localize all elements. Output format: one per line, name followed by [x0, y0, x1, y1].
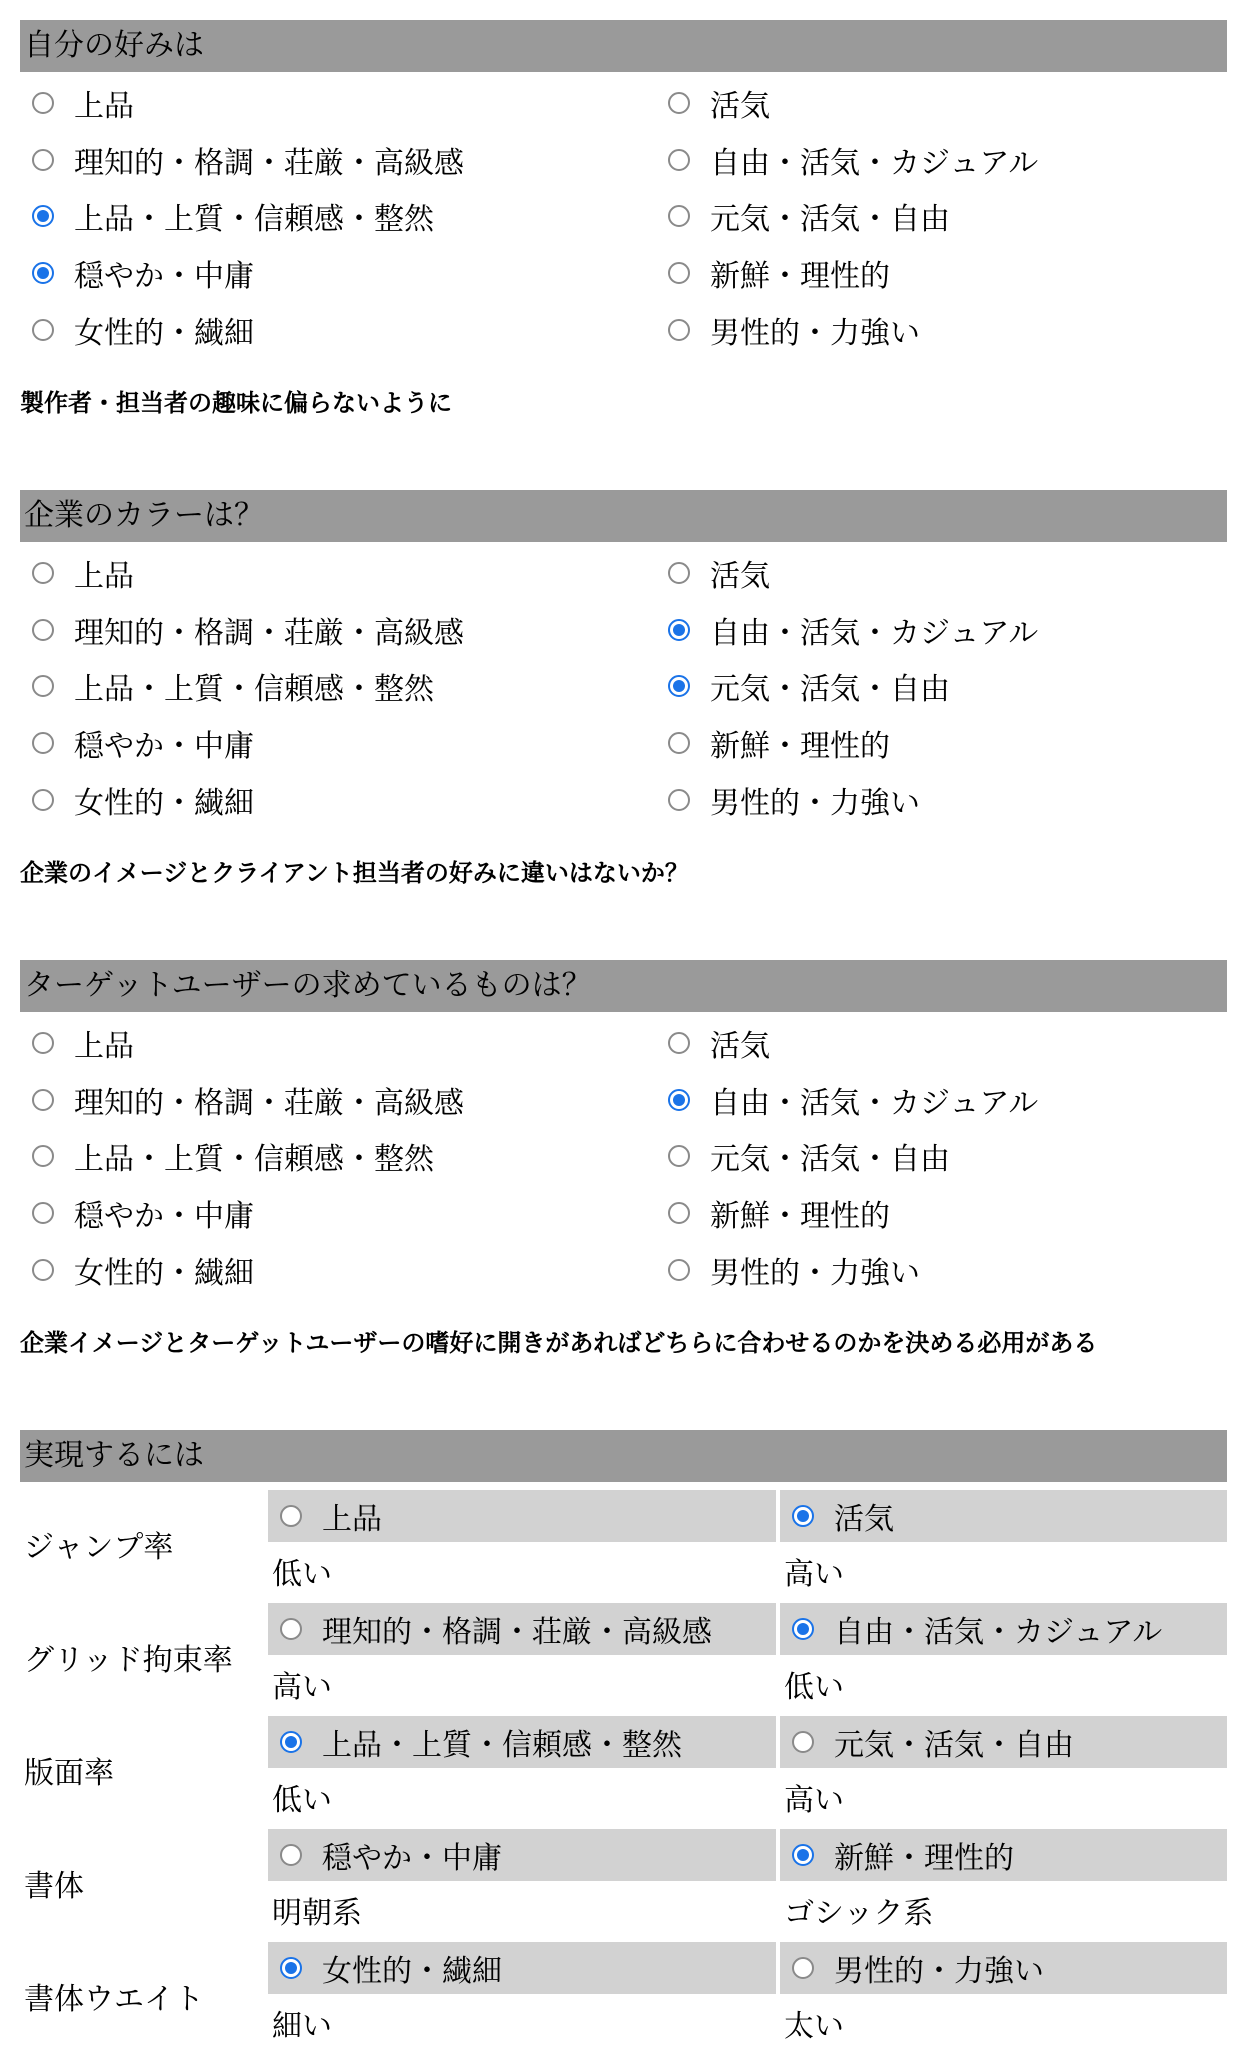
option[interactable]	[20, 715, 668, 772]
option-label: 女性的・繊細	[74, 785, 254, 821]
section-note: 企業イメージとターゲットユーザーの嗜好に開きがあればどちらに合わせるのかを決める必用がある	[20, 1328, 1098, 1357]
option[interactable]	[20, 188, 668, 245]
radio-button[interactable]	[32, 562, 54, 584]
radio-button[interactable]	[280, 1618, 302, 1640]
option-label: 男性的・力強い	[710, 1255, 920, 1291]
option[interactable]	[20, 1128, 668, 1185]
impl-sub-right: ゴシック系	[784, 1895, 934, 1931]
radio-button[interactable]	[668, 92, 690, 114]
radio-button[interactable]	[32, 1202, 54, 1224]
option[interactable]	[20, 245, 668, 302]
option[interactable]	[668, 658, 1227, 715]
option-label: 新鮮・理性的	[710, 729, 890, 765]
impl-sub-left: 明朝系	[272, 1895, 362, 1931]
section-title: 実現するには	[20, 1430, 1227, 1482]
radio-button[interactable]	[32, 262, 54, 284]
radio-button[interactable]	[32, 1259, 54, 1281]
radio-button[interactable]	[32, 149, 54, 171]
impl-option-left[interactable]	[268, 1716, 780, 1768]
radio-button[interactable]	[32, 675, 54, 697]
radio-button[interactable]	[280, 1844, 302, 1866]
impl-sub-left: 低い	[272, 1782, 332, 1818]
option[interactable]	[20, 1015, 668, 1072]
impl-option-right[interactable]	[780, 1716, 1227, 1768]
implementation-table	[20, 1482, 1227, 2053]
option[interactable]	[668, 188, 1227, 245]
option-grid	[20, 1012, 1227, 1298]
radio-button[interactable]	[668, 1089, 690, 1111]
impl-sub-right: 低い	[784, 1669, 844, 1705]
option-label: 穏やか・中庸	[74, 1199, 254, 1235]
impl-option-left[interactable]	[268, 1942, 780, 1994]
option[interactable]	[668, 602, 1227, 659]
impl-sub-left: 高い	[272, 1669, 332, 1705]
option[interactable]	[668, 771, 1227, 828]
option-label: 活気	[710, 89, 770, 125]
impl-option-right[interactable]	[780, 1829, 1227, 1881]
option-label: 自由・活気・カジュアル	[710, 1085, 1039, 1121]
section-target-user	[20, 960, 1227, 1430]
impl-row-jump-rate	[20, 1488, 1227, 1601]
section-preference	[20, 20, 1227, 490]
option[interactable]	[20, 658, 668, 715]
section-note: 製作者・担当者の趣味に偏らないように	[20, 388, 452, 417]
impl-row-label: ジャンプ率	[24, 1529, 174, 1565]
impl-row-label: 書体	[24, 1868, 84, 1904]
option[interactable]	[668, 301, 1227, 358]
radio-button[interactable]	[280, 1731, 302, 1753]
option-label: 女性的・繊細	[322, 1953, 502, 1989]
impl-option-left[interactable]	[268, 1603, 780, 1655]
impl-option-left[interactable]	[268, 1829, 780, 1881]
radio-button[interactable]	[792, 1844, 814, 1866]
option[interactable]	[668, 75, 1227, 132]
option[interactable]	[20, 1185, 668, 1242]
option[interactable]	[668, 132, 1227, 189]
impl-option-right[interactable]	[780, 1942, 1227, 1994]
impl-option-right[interactable]	[780, 1603, 1227, 1655]
option[interactable]	[20, 301, 668, 358]
option-label: 上品	[74, 1029, 134, 1065]
option-label: 活気	[710, 559, 770, 595]
radio-button[interactable]	[32, 619, 54, 641]
impl-option-right[interactable]	[780, 1490, 1227, 1542]
radio-button[interactable]	[792, 1618, 814, 1640]
option-label: 男性的・力強い	[710, 315, 920, 351]
radio-button[interactable]	[32, 1032, 54, 1054]
option-label: 自由・活気・カジュアル	[834, 1614, 1163, 1650]
option-label: 元気・活気・自由	[710, 672, 950, 708]
radio-button[interactable]	[792, 1505, 814, 1527]
radio-button[interactable]	[668, 205, 690, 227]
option-label: 活気	[834, 1501, 894, 1537]
option-label: 穏やか・中庸	[322, 1840, 502, 1876]
page	[20, 20, 1227, 2053]
impl-row-label: 書体ウエイト	[24, 1981, 204, 2017]
option-label: 理知的・格調・荘厳・高級感	[74, 1085, 464, 1121]
option-grid	[20, 72, 1227, 358]
radio-button[interactable]	[792, 1957, 814, 1979]
impl-option-left[interactable]	[268, 1490, 780, 1542]
radio-button[interactable]	[668, 1032, 690, 1054]
option-label: 自由・活気・カジュアル	[710, 615, 1039, 651]
option-label: 元気・活気・自由	[710, 202, 950, 238]
option[interactable]	[668, 245, 1227, 302]
option-label: 穏やか・中庸	[74, 259, 254, 295]
option[interactable]	[20, 75, 668, 132]
radio-button[interactable]	[668, 619, 690, 641]
option[interactable]	[668, 1015, 1227, 1072]
radio-button[interactable]	[280, 1957, 302, 1979]
radio-button[interactable]	[280, 1505, 302, 1527]
option-label: 上品	[74, 89, 134, 125]
option-label: 上品	[74, 559, 134, 595]
radio-button[interactable]	[32, 92, 54, 114]
impl-row-font-weight	[20, 1940, 1227, 2053]
option-label: 元気・活気・自由	[834, 1727, 1074, 1763]
radio-button[interactable]	[668, 1202, 690, 1224]
option-label: 男性的・力強い	[710, 785, 920, 821]
option-label: 新鮮・理性的	[710, 1199, 890, 1235]
radio-button[interactable]	[668, 675, 690, 697]
option-label: 上品	[322, 1501, 382, 1537]
section-title: ターゲットユーザーの求めているものは？	[20, 960, 1227, 1012]
option[interactable]	[668, 715, 1227, 772]
impl-row-grid-constraint	[20, 1601, 1227, 1714]
impl-row-label: グリッド拘束率	[24, 1642, 233, 1678]
radio-button[interactable]	[668, 319, 690, 341]
option-label: 穏やか・中庸	[74, 729, 254, 765]
option-label: 新鮮・理性的	[834, 1840, 1014, 1876]
option-label: 女性的・繊細	[74, 1255, 254, 1291]
option[interactable]	[668, 1128, 1227, 1185]
option-label: 上品・上質・信頼感・整然	[322, 1727, 682, 1763]
impl-row-typeface	[20, 1827, 1227, 1940]
impl-sub-right: 高い	[784, 1556, 844, 1592]
section-note: 企業のイメージとクライアント担当者の好みに違いはないか？	[20, 858, 689, 887]
option-label: 理知的・格調・荘厳・高級感	[74, 615, 464, 651]
option[interactable]	[20, 1241, 668, 1298]
impl-row-label: 版面率	[24, 1755, 114, 1791]
section-implementation	[20, 1430, 1227, 2053]
option[interactable]	[668, 1072, 1227, 1129]
option-label: 上品・上質・信頼感・整然	[74, 202, 434, 238]
impl-sub-right: 高い	[784, 1782, 844, 1818]
radio-button[interactable]	[32, 1089, 54, 1111]
option[interactable]	[20, 602, 668, 659]
impl-sub-left: 低い	[272, 1556, 332, 1592]
option-label: 自由・活気・カジュアル	[710, 145, 1039, 181]
radio-button[interactable]	[32, 732, 54, 754]
section-title: 自分の好みは	[20, 20, 1227, 72]
impl-sub-right: 太い	[784, 2008, 844, 2044]
option[interactable]	[20, 1072, 668, 1129]
option-grid	[20, 542, 1227, 828]
option-label: 上品・上質・信頼感・整然	[74, 1142, 434, 1178]
option-label: 女性的・繊細	[74, 315, 254, 351]
radio-button[interactable]	[668, 1259, 690, 1281]
section-title: 企業のカラーは？	[20, 490, 1227, 542]
section-company-color	[20, 490, 1227, 960]
option-label: 元気・活気・自由	[710, 1142, 950, 1178]
option-label: 男性的・力強い	[834, 1953, 1044, 1989]
option[interactable]	[668, 1185, 1227, 1242]
radio-button[interactable]	[32, 789, 54, 811]
radio-button[interactable]	[32, 205, 54, 227]
impl-row-page-coverage	[20, 1714, 1227, 1827]
impl-sub-left: 細い	[272, 2008, 332, 2044]
option-label: 理知的・格調・荘厳・高級感	[74, 145, 464, 181]
option[interactable]	[668, 545, 1227, 602]
radio-button[interactable]	[668, 562, 690, 584]
option-label: 活気	[710, 1029, 770, 1065]
option[interactable]	[20, 771, 668, 828]
option[interactable]	[668, 1241, 1227, 1298]
radio-button[interactable]	[32, 1145, 54, 1167]
radio-button[interactable]	[668, 1145, 690, 1167]
option-label: 上品・上質・信頼感・整然	[74, 672, 434, 708]
radio-button[interactable]	[668, 149, 690, 171]
option[interactable]	[20, 545, 668, 602]
radio-button[interactable]	[668, 789, 690, 811]
option-label: 新鮮・理性的	[710, 259, 890, 295]
radio-button[interactable]	[32, 319, 54, 341]
option-label: 理知的・格調・荘厳・高級感	[322, 1614, 712, 1650]
radio-button[interactable]	[668, 732, 690, 754]
radio-button[interactable]	[792, 1731, 814, 1753]
option[interactable]	[20, 132, 668, 189]
radio-button[interactable]	[668, 262, 690, 284]
